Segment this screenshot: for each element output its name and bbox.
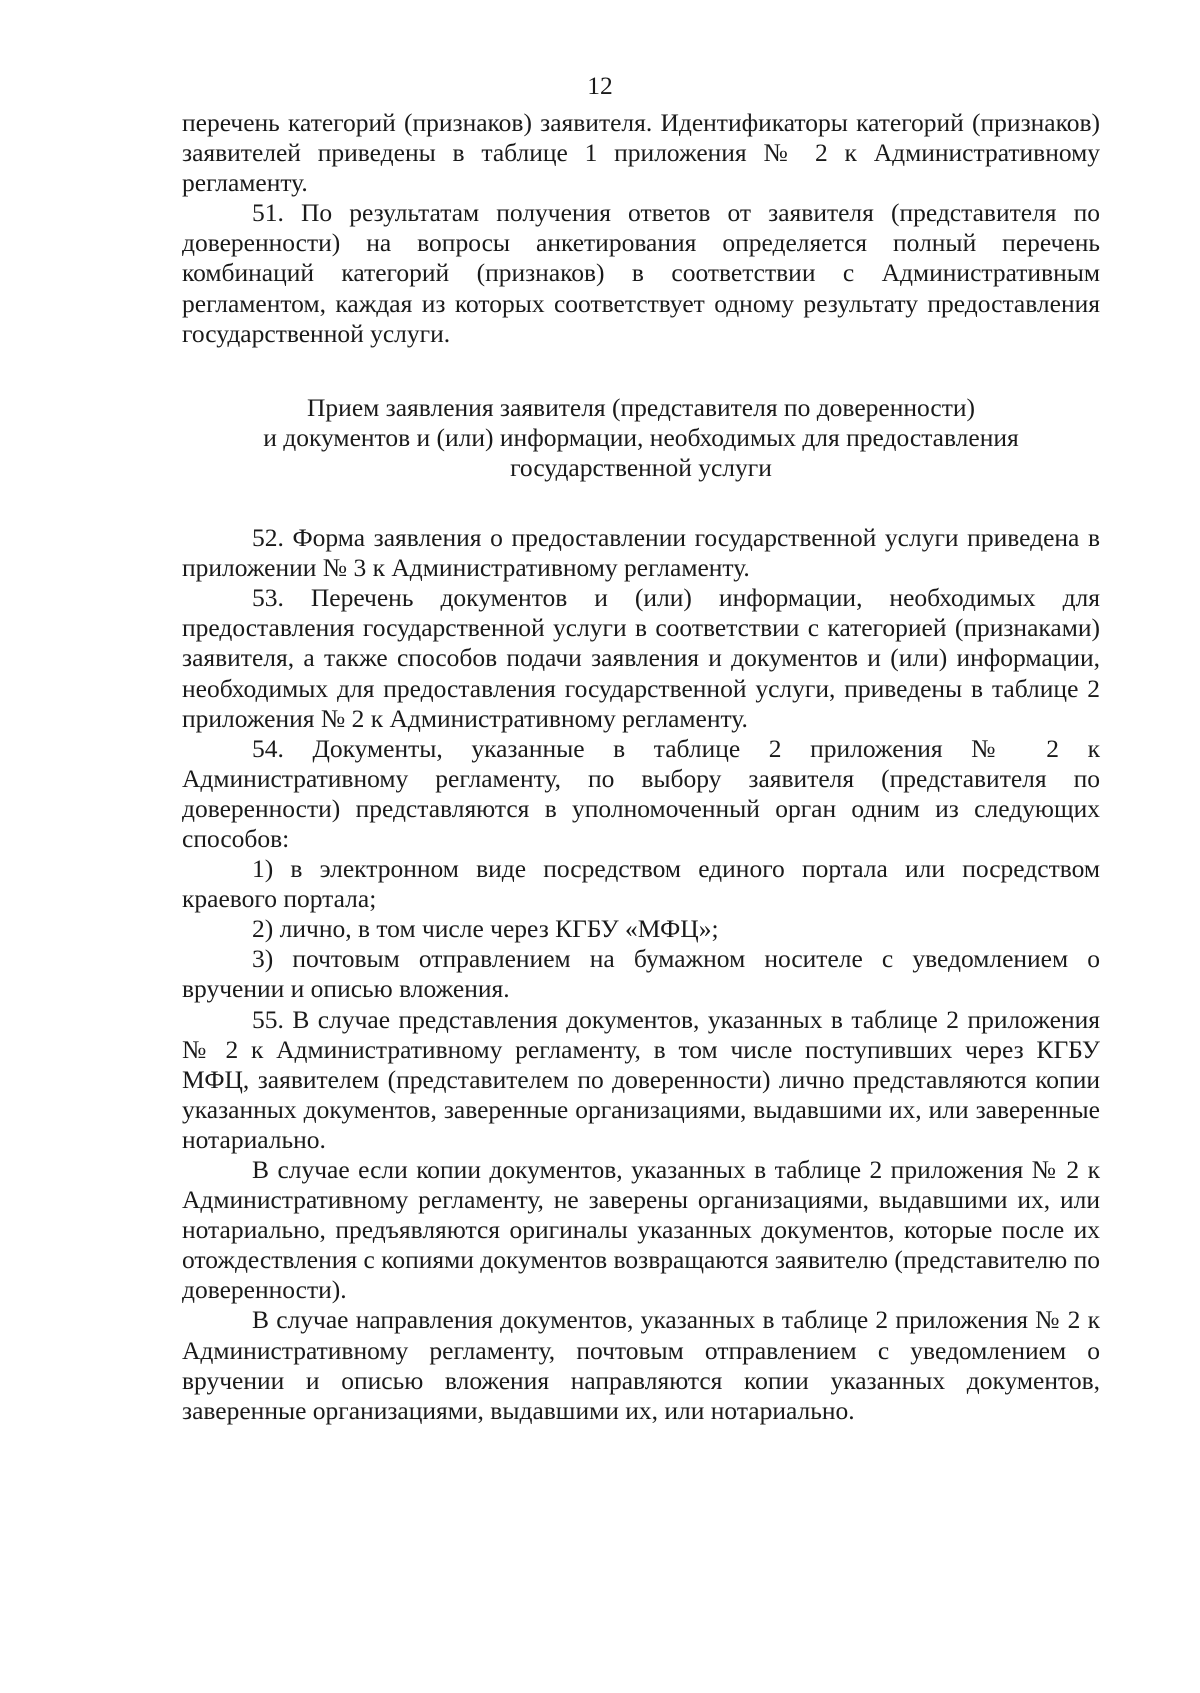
paragraph-54-item-1: 1) в электронном виде посредством единого портала или посредством краевого портала; xyxy=(182,854,1100,914)
paragraph-53: 53. Перечень документов и (или) информации, необходимых для предоставления государственной услуги в соответствии с категорией (признаками) заявителя, а также способов подачи заявления и документов и (или) информации, необходимых для предоставления государственной услуги, приведены в таблице 2 приложения № 2 к Административному регламенту. xyxy=(182,583,1100,733)
paragraph-51: 51. По результатам получения ответов от заявителя (представителя по доверенности) на вопросы анкетирования определяется полный перечень комбинаций категорий (признаков) в соответствии с Административным регламентом, каждая из которых соответствует одному результату предоставления государственной услуги. xyxy=(182,198,1100,348)
spacer xyxy=(182,349,1100,393)
paragraph-continuation: перечень категорий (признаков) заявителя. Идентификаторы категорий (признаков) заявителей приведены в таблице 1 приложения № 2 к Административному регламенту. xyxy=(182,108,1100,198)
paragraph-54-item-3: 3) почтовым отправлением на бумажном носителе с уведомлением о вручении и описью вложения. xyxy=(182,944,1100,1004)
document-body xyxy=(182,108,1100,1426)
paragraph-54: 54. Документы, указанные в таблице 2 приложения № 2 к Административному регламенту, по выбору заявителя (представителя по доверенности) представляются в уполномоченный орган одним из следующих способов: xyxy=(182,733,1100,853)
spacer xyxy=(182,483,1100,523)
paragraph-54-item-2: 2) лично, в том числе через КГБУ «МФЦ»; xyxy=(252,914,719,944)
paragraph-55: 55. В случае представления документов, указанных в таблице 2 приложения № 2 к Административному регламенту, в том числе поступивших через КГБУ МФЦ, заявителем (представителем по доверенности) лично представляются копии указанных документов, заверенные организациями, выдавшими их, или заверенные нотариально. xyxy=(182,1004,1100,1154)
paragraph-55-copies-not-certified: В случае если копии документов, указанных в таблице 2 приложения № 2 к Административному регламенту, не заверены организациями, выдавшими их, или нотариально, предъявляются оригиналы указанных документов, которые после их отождествления с копиями документов возвращаются заявителю (представителю по доверенности). xyxy=(182,1155,1100,1305)
page-number: 12 xyxy=(587,71,613,100)
section-heading-line-1: Прием заявления заявителя (представителя по доверенности) xyxy=(307,392,975,422)
section-heading-line-2: и документов и (или) информации, необходимых для предоставления xyxy=(263,422,1019,452)
paragraph-55-postal-submission: В случае направления документов, указанных в таблице 2 приложения № 2 к Административному регламенту, почтовым отправлением с уведомлением о вручении и описью вложения направляются копии указанных документов, заверенные организациями, выдавшими их, или нотариально. xyxy=(182,1305,1100,1425)
paragraph-52: 52. Форма заявления о предоставлении государственной услуги приведена в приложении № 3 к Административному регламенту. xyxy=(182,523,1100,583)
section-heading-line-3: государственной услуги xyxy=(510,452,772,482)
